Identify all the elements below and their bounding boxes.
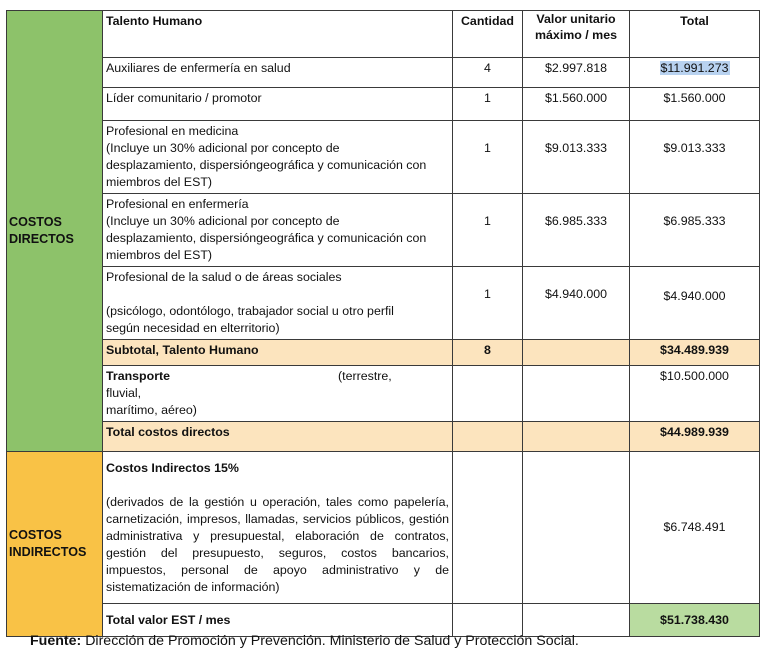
grand-total-quantity-empty (453, 604, 523, 637)
cost-table (6, 10, 760, 637)
header-quantity: Cantidad (453, 11, 523, 58)
transport-item: Transporte (terrestre, fluvial, marítimo, aéreo) (103, 366, 453, 422)
total-direct-row (7, 422, 760, 452)
table-row (7, 88, 760, 121)
indirect-title: Costos Indirectos 15% (106, 460, 239, 475)
transport-label: Transporte (106, 369, 171, 383)
row-item: Profesional en medicina (Incluye un 30% adicional por concepto de desplazamiento, dispersióngeográfica y comunicación con miembros del EST) (103, 121, 453, 194)
row-total: $4.940.000 (630, 267, 760, 340)
subtotal-row (7, 340, 760, 366)
subtotal-quantity: 8 (453, 340, 523, 366)
total-direct-unit-empty (523, 422, 630, 452)
header-total: Total (630, 11, 760, 58)
transport-unit-empty (523, 366, 630, 422)
table-row (7, 58, 760, 88)
row-total: $1.560.000 (630, 88, 760, 121)
source-label: Fuente: (30, 633, 82, 649)
row-unit-value: $9.013.333 (523, 121, 630, 194)
transport-quantity-empty (453, 366, 523, 422)
grand-total-unit-empty (523, 604, 630, 637)
grand-total-row (7, 604, 760, 637)
subtotal-total: $34.489.939 (630, 340, 760, 366)
total-direct-quantity-empty (453, 422, 523, 452)
indirect-description: (derivados de la gestión u operación, tales como papelería, carnetización, impresos, llamadas, servicios públicos, gestión administrativa y presupuestal, elaboración de contratos, gestión del presupuesto, seguros, costos bancarios, impuestos, personal de apoyo administrativo y de sistematización de información) (106, 494, 449, 594)
row-item: Auxiliares de enfermería en salud (103, 58, 453, 88)
subtotal-label: Subtotal, Talento Humano (103, 340, 453, 366)
row-unit-value: $2.997.818 (523, 58, 630, 88)
indirect-quantity-empty (453, 452, 523, 604)
row-item: Profesional de la salud o de áreas sociales (psicólogo, odontólogo, trabajador social u otro perfil según necesidad en elterritorio) (103, 267, 453, 340)
table-row (7, 121, 760, 194)
indirect-item (103, 452, 453, 604)
row-item: Líder comunitario / promotor (103, 88, 453, 121)
row-total: $6.985.333 (630, 194, 760, 267)
row-quantity: 1 (453, 121, 523, 194)
header-row (7, 11, 760, 58)
row-total (630, 58, 760, 88)
indirect-row (7, 452, 760, 604)
subtotal-unit-empty (523, 340, 630, 366)
grand-total-value: $51.738.430 (630, 604, 760, 637)
total-direct-total: $44.989.939 (630, 422, 760, 452)
header-unit-value: Valor unitario máximo / mes (523, 11, 630, 58)
indirect-total: $6.748.491 (630, 452, 760, 604)
row-unit-value: $6.985.333 (523, 194, 630, 267)
source-text: Dirección de Promoción y Prevención. Ministerio de Salud y Protección Social. (85, 633, 579, 649)
table-row (7, 194, 760, 267)
row-unit-value: $1.560.000 (523, 88, 630, 121)
row-quantity: 1 (453, 194, 523, 267)
grand-total-label: Total valor EST / mes (103, 604, 453, 637)
row-unit-value: $4.940.000 (523, 267, 630, 340)
row-total: $9.013.333 (630, 121, 760, 194)
total-direct-label: Total costos directos (103, 422, 453, 452)
source-caption (30, 633, 579, 649)
indirect-unit-empty (523, 452, 630, 604)
header-item: Talento Humano (103, 11, 453, 58)
category-direct-costs: COSTOS DIRECTOS (7, 11, 103, 452)
transport-total: $10.500.000 (630, 366, 760, 422)
transport-row (7, 366, 760, 422)
row-item: Profesional en enfermería (Incluye un 30% adicional por concepto de desplazamiento, dispersióngeográfica y comunicación con miembros del EST) (103, 194, 453, 267)
row-quantity: 1 (453, 267, 523, 340)
category-indirect-costs: COSTOS INDIRECTOS (7, 452, 103, 637)
row-quantity: 4 (453, 58, 523, 88)
highlighted-total[interactable]: $11.991.273 (660, 61, 729, 75)
table-row (7, 267, 760, 340)
row-quantity: 1 (453, 88, 523, 121)
